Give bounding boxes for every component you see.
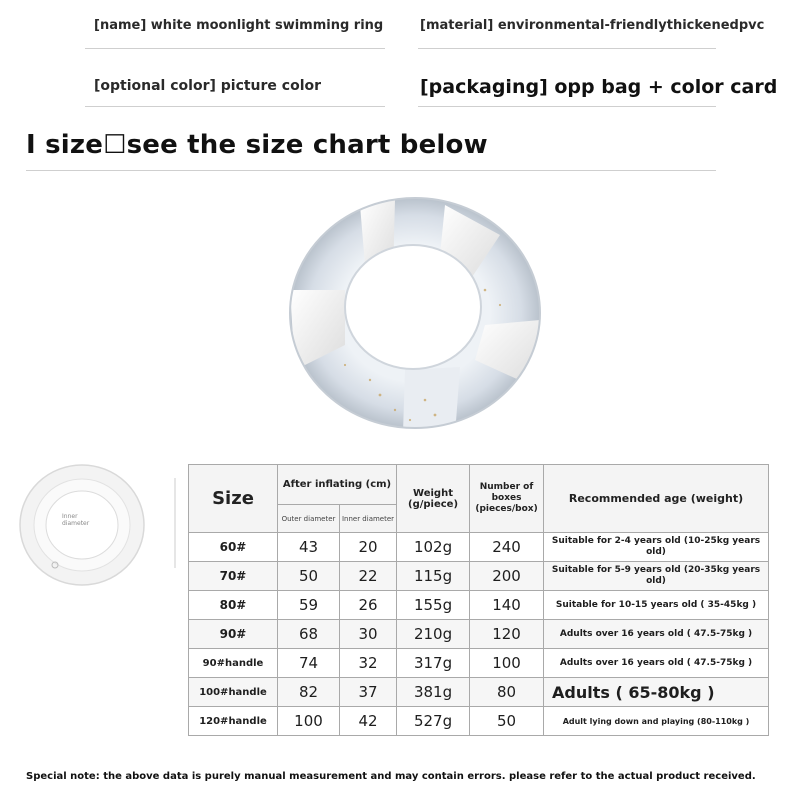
cell-age: Adult lying down and playing (80-110kg ) bbox=[544, 707, 769, 736]
cell-inner: 26 bbox=[340, 591, 397, 620]
size-table bbox=[188, 464, 769, 736]
cell-age: Suitable for 10-15 years old ( 35-45kg ) bbox=[544, 591, 769, 620]
ring-diagram bbox=[15, 458, 190, 593]
cell-inner: 30 bbox=[340, 620, 397, 649]
cell-size: 70# bbox=[189, 562, 278, 591]
cell-size: 120#handle bbox=[189, 707, 278, 736]
cell-age: Suitable for 2-4 years old (10-25kg years old) bbox=[544, 533, 769, 562]
special-note: Special note: the above data is purely manual measurement and may contain errors. please refer to the actual product received. bbox=[26, 771, 756, 782]
cell-outer: 68 bbox=[278, 620, 340, 649]
divider bbox=[418, 106, 716, 107]
cell-age: Adults over 16 years old ( 47.5-75kg ) bbox=[544, 620, 769, 649]
cell-inner: 42 bbox=[340, 707, 397, 736]
cell-size: 90#handle bbox=[189, 649, 278, 678]
table-row bbox=[189, 620, 769, 649]
cell-inner: 37 bbox=[340, 678, 397, 707]
spec-optional-color: [optional color] picture color bbox=[94, 78, 322, 94]
cell-inner: 20 bbox=[340, 533, 397, 562]
cell-weight: 381g bbox=[397, 678, 470, 707]
cell-size: 60# bbox=[189, 533, 278, 562]
table-row bbox=[189, 707, 769, 736]
cell-inner: 22 bbox=[340, 562, 397, 591]
table-row bbox=[189, 562, 769, 591]
cell-outer: 74 bbox=[278, 649, 340, 678]
cell-weight: 102g bbox=[397, 533, 470, 562]
header-age: Recommended age (weight) bbox=[544, 465, 769, 533]
cell-outer: 50 bbox=[278, 562, 340, 591]
cell-boxes: 120 bbox=[470, 620, 544, 649]
cell-outer: 82 bbox=[278, 678, 340, 707]
cell-boxes: 80 bbox=[470, 678, 544, 707]
header-outer-diameter: Outer diameter bbox=[278, 505, 340, 533]
divider bbox=[85, 106, 385, 107]
cell-weight: 155g bbox=[397, 591, 470, 620]
cell-age: Adults ( 65-80kg ) bbox=[544, 678, 769, 707]
cell-outer: 59 bbox=[278, 591, 340, 620]
spec-name: [name] white moonlight swimming ring bbox=[94, 18, 384, 33]
header-size: Size bbox=[189, 465, 278, 533]
cell-age: Suitable for 5-9 years old (20-35kg years old) bbox=[544, 562, 769, 591]
cell-weight: 210g bbox=[397, 620, 470, 649]
table-row bbox=[189, 649, 769, 678]
cell-boxes: 240 bbox=[470, 533, 544, 562]
header-inner-diameter: Inner diameter bbox=[340, 505, 397, 533]
cell-inner: 32 bbox=[340, 649, 397, 678]
cell-boxes: 140 bbox=[470, 591, 544, 620]
cell-boxes: 50 bbox=[470, 707, 544, 736]
cell-boxes: 200 bbox=[470, 562, 544, 591]
table-row bbox=[189, 533, 769, 562]
inner-diameter-label: diameter bbox=[62, 520, 90, 527]
header-boxes: Number of boxes (pieces/box) bbox=[470, 465, 544, 533]
swimming-ring-photo bbox=[285, 195, 545, 445]
divider bbox=[418, 48, 716, 49]
cell-size: 100#handle bbox=[189, 678, 278, 707]
inner-diameter-label: Inner bbox=[62, 513, 78, 520]
table-row bbox=[189, 678, 769, 707]
spec-material: [material] environmental-friendlythickenedpvc bbox=[420, 18, 765, 33]
cell-weight: 317g bbox=[397, 649, 470, 678]
cell-weight: 115g bbox=[397, 562, 470, 591]
cell-size: 80# bbox=[189, 591, 278, 620]
cell-size: 90# bbox=[189, 620, 278, 649]
spec-packaging: [packaging] opp bag + color card bbox=[420, 76, 778, 98]
cell-age: Adults over 16 years old ( 47.5-75kg ) bbox=[544, 649, 769, 678]
cell-weight: 527g bbox=[397, 707, 470, 736]
divider bbox=[26, 170, 716, 171]
cell-outer: 100 bbox=[278, 707, 340, 736]
cell-boxes: 100 bbox=[470, 649, 544, 678]
section-title: I size☐see the size chart below bbox=[26, 130, 488, 160]
table-row bbox=[189, 591, 769, 620]
cell-outer: 43 bbox=[278, 533, 340, 562]
header-after-inflating: After inflating (cm) bbox=[278, 465, 397, 505]
header-weight: Weight (g/piece) bbox=[397, 465, 470, 533]
divider bbox=[85, 48, 385, 49]
